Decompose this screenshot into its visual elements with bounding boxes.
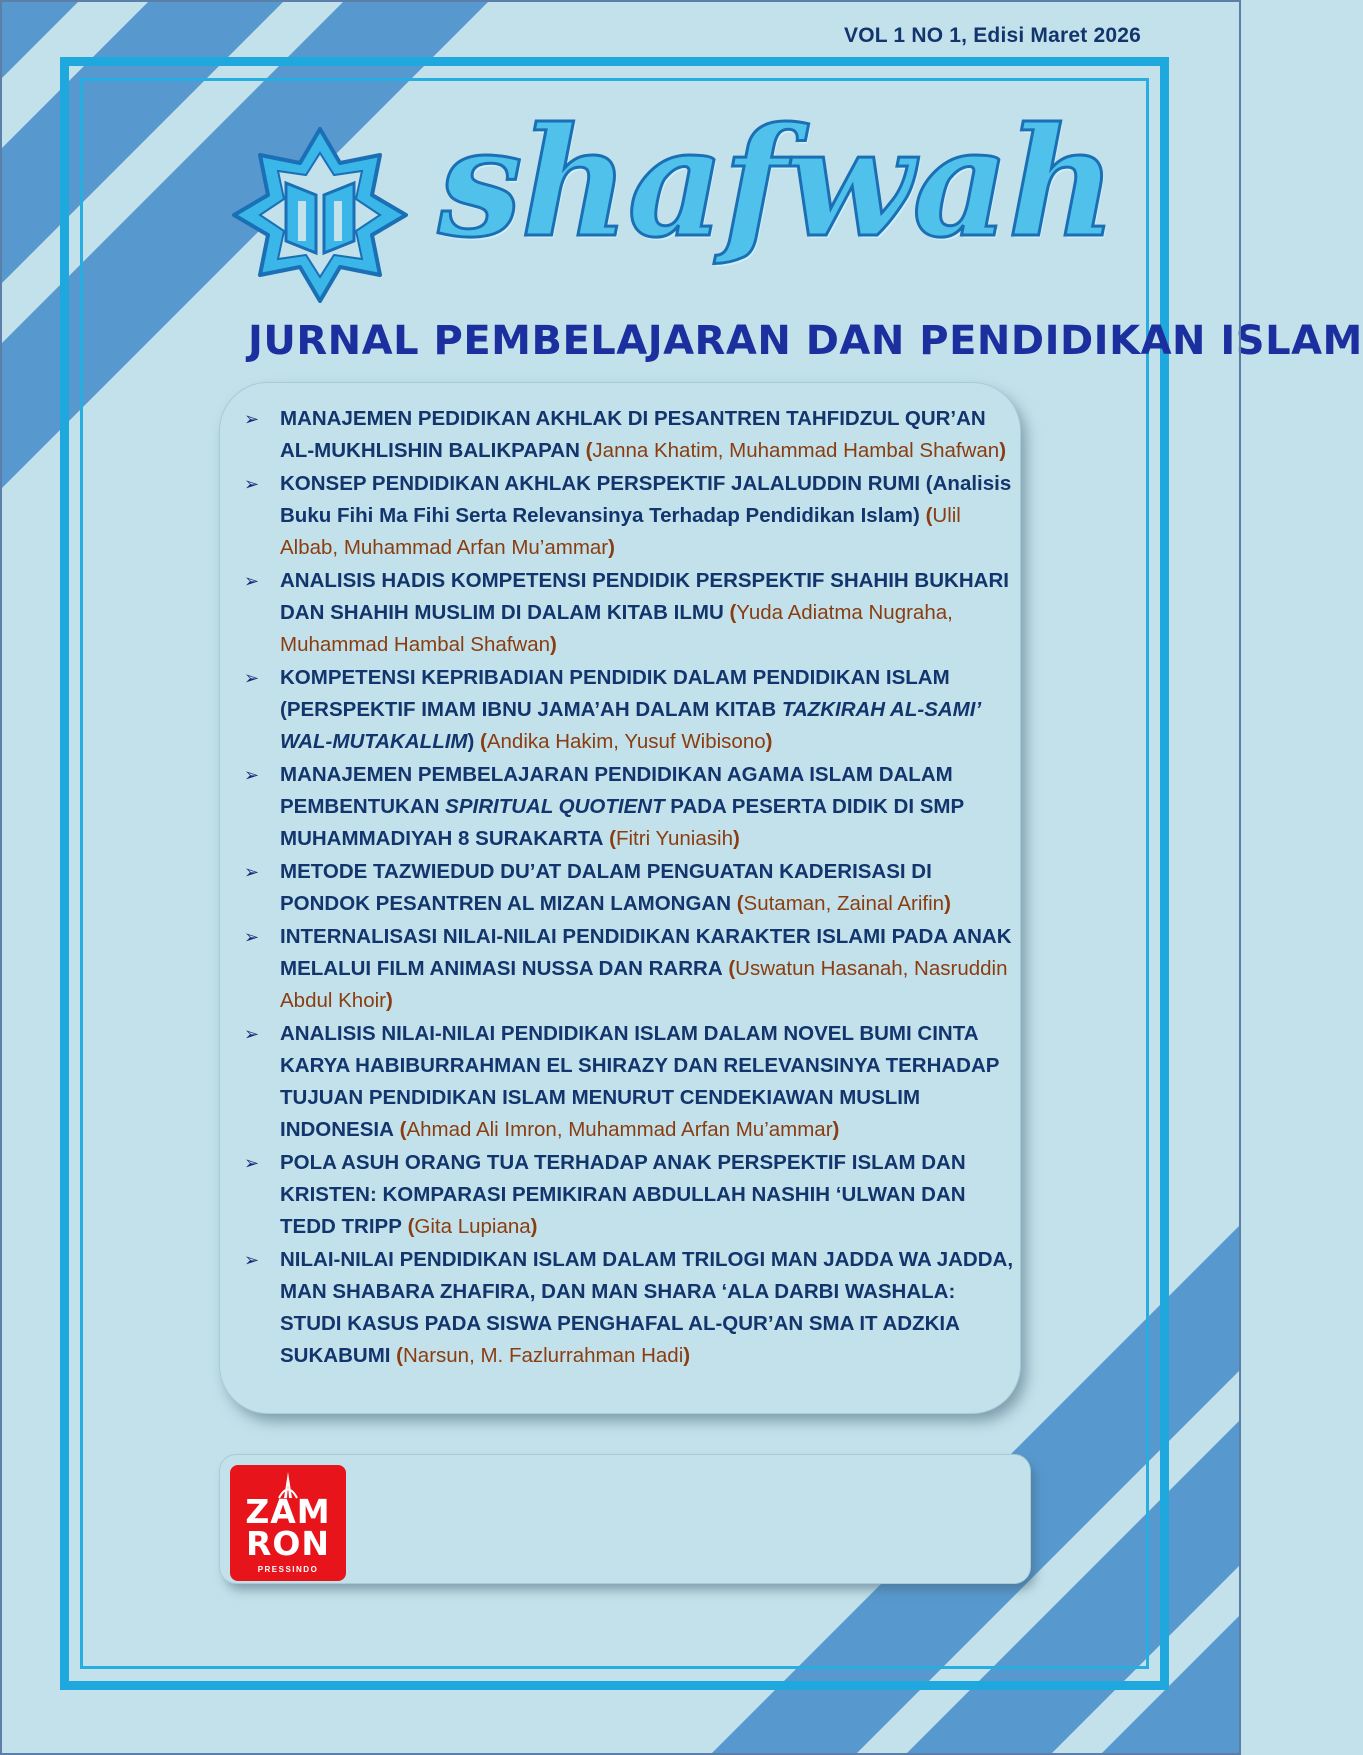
article-entry: ➢ ANALISIS NILAI-NILAI PENDIDIKAN ISLAM DALAM NOVEL BUMI CINTA KARYA HABIBURRAHMAN EL SHIRAZY DAN RELEVANSINYA TERHADAP TUJUAN PENDIDIKAN ISLAM MENURUT CENDEKIAWAN MUSLIM INDONESIA (Ahmad Ali Imron, Muhammad Arfan Mu’ammar) [220,1018,1020,1146]
issue-info: VOL 1 NO 1, Edisi Maret 2026 [843,24,1141,47]
article-title-part: MANAJEMEN PEDIDIKAN AKHLAK DI PESANTREN TAHFIDZUL QUR’AN AL-MUKHLISHIN BALIKPAPAN [280,407,986,462]
arrow-bullet-icon: ➢ [244,571,260,591]
article-entry: ➢ MANAJEMEN PEDIDIKAN AKHLAK DI PESANTREN TAHFIDZUL QUR’AN AL-MUKHLISHIN BALIKPAPAN (Janna Khatim, Muhammad Hambal Shafwan) [220,403,1020,467]
publisher-logo-line1: ZAM [245,1492,331,1531]
journal-name: shafwah [438,95,1115,271]
article-title-part: ANALISIS NILAI-NILAI PENDIDIKAN ISLAM DALAM NOVEL BUMI CINTA KARYA HABIBURRAHMAN EL SHIRAZY DAN RELEVANSINYA TERHADAP TUJUAN PENDIDIKAN ISLAM MENURUT CENDEKIAWAN MUSLIM INDONESIA [280,1022,1000,1141]
arrow-bullet-icon: ➢ [244,1153,260,1173]
table-of-contents [220,403,1020,1373]
article-entry: ➢ POLA ASUH ORANG TUA TERHADAP ANAK PERSPEKTIF ISLAM DAN KRISTEN: KOMPARASI PEMIKIRAN ABDULLAH NASHIH ‘ULWAN DAN TEDD TRIPP (Gita Lupiana) [220,1147,1020,1243]
arrow-bullet-icon: ➢ [244,927,260,947]
article-entry: ➢ KOMPETENSI KEPRIBADIAN PENDIDIK DALAM PENDIDIKAN ISLAM (PERSPEKTIF IMAM IBNU JAMA’AH DALAM KITAB TAZKIRAH AL-SAMI’ WAL-MUTAKALLIM) (Andika Hakim, Yusuf Wibisono) [220,662,1020,758]
article-title-part: TAZKIRAH AL-SAMI’ WAL-MUTAKALLIM [280,698,981,753]
table-of-contents-panel [220,383,1020,1413]
article-entry: ➢ KONSEP PENDIDIKAN AKHLAK PERSPEKTIF JALALUDDIN RUMI (Analisis Buku Fihi Ma Fihi Serta Relevansinya Terhadap Pendidikan Islam) (Ulil Albab, Muhammad Arfan Mu’ammar) [220,468,1020,564]
publisher-logo-line3: PRESSINDO [257,1565,319,1574]
article-entry: ➢ MANAJEMEN PEMBELAJARAN PENDIDIKAN AGAMA ISLAM DALAM PEMBENTUKAN SPIRITUAL QUOTIENT PADA PESERTA DIDIK DI SMP MUHAMMADIYAH 8 SURAKARTA (Fitri Yuniasih) [220,759,1020,855]
publisher-logo [230,1465,346,1581]
article-title-part: KONSEP PENDIDIKAN AKHLAK PERSPEKTIF JALALUDDIN RUMI (Analisis Buku Fihi Ma Fihi Serta Relevansinya Terhadap Pendidikan Islam) [280,472,1012,527]
article-authors: Gita Lupiana [414,1215,531,1238]
article-title-part: PADA PESERTA DIDIK DI SMP MUHAMMADIYAH 8 SURAKARTA [280,795,964,850]
article-authors: Sutaman, Zainal Arifin [743,892,945,915]
article-authors: Fitri Yuniasih [615,827,733,850]
arrow-bullet-icon: ➢ [244,1024,260,1044]
article-title-part: ) [467,730,475,753]
article-title-part: METODE TAZWIEDUD DU’AT DALAM PENGUATAN KADERISASI DI PONDOK PESANTREN AL MIZAN LAMONGAN [280,860,932,915]
arrow-bullet-icon: ➢ [244,765,260,785]
article-authors: Yuda Adiatma Nugraha, Muhammad Hambal Shafwan [280,601,953,656]
article-authors: Ulil Albab, Muhammad Arfan Mu’ammar [280,504,961,559]
article-title-part: NILAI-NILAI PENDIDIKAN ISLAM DALAM TRILOGI MAN JADDA WA JADDA, MAN SHABARA ZHAFIRA, DAN MAN SHARA ‘ALA DARBI WASHALA: STUDI KASUS PADA SISWA PENGHAFAL AL-QUR’AN SMA IT ADZKIA SUKABUMI [280,1248,1014,1367]
article-authors: Ahmad Ali Imron, Muhammad Arfan Mu’ammar [406,1118,833,1141]
article-authors: Janna Khatim, Muhammad Hambal Shafwan [592,439,1000,462]
arrow-bullet-icon: ➢ [244,409,260,429]
article-title-part: KOMPETENSI KEPRIBADIAN PENDIDIK DALAM PENDIDIKAN ISLAM (PERSPEKTIF IMAM IBNU JAMA’AH DALAM KITAB [280,666,950,721]
arrow-bullet-icon: ➢ [244,668,260,688]
publisher-panel [220,1455,1030,1583]
article-title-part: SPIRITUAL QUOTIENT [445,795,665,818]
article-entry: ➢ NILAI-NILAI PENDIDIKAN ISLAM DALAM TRILOGI MAN JADDA WA JADDA, MAN SHABARA ZHAFIRA, DAN MAN SHARA ‘ALA DARBI WASHALA: STUDI KASUS PADA SISWA PENGHAFAL AL-QUR’AN SMA IT ADZKIA SUKABUMI (Narsun, M. Fazlurrahman Hadi) [220,1244,1020,1372]
article-entry: ➢ METODE TAZWIEDUD DU’AT DALAM PENGUATAN KADERISASI DI PONDOK PESANTREN AL MIZAN LAMONGAN (Sutaman, Zainal Arifin) [220,856,1020,920]
article-title-part: POLA ASUH ORANG TUA TERHADAP ANAK PERSPEKTIF ISLAM DAN KRISTEN: KOMPARASI PEMIKIRAN ABDULLAH NASHIH ‘ULWAN DAN TEDD TRIPP [280,1151,966,1238]
article-authors: Andika Hakim, Yusuf Wibisono [486,730,766,753]
journal-subtitle: JURNAL PEMBELAJARAN DAN PENDIDIKAN ISLAM [248,318,1363,364]
article-title-part: ANALISIS HADIS KOMPETENSI PENDIDIK PERSPEKTIF SHAHIH BUKHARI DAN SHAHIH MUSLIM DI DALAM KITAB ILMU [280,569,1009,624]
journal-logo-icon [230,125,410,305]
arrow-bullet-icon: ➢ [244,1250,260,1270]
article-title-part: INTERNALISASI NILAI-NILAI PENDIDIKAN KARAKTER ISLAMI PADA ANAK MELALUI FILM ANIMASI NUSSA DAN RARRA [280,925,1012,980]
article-authors: Uswatun Hasanah, Nasruddin Abdul Khoir [280,957,1008,1012]
article-authors: Narsun, M. Fazlurrahman Hadi [403,1344,684,1367]
article-title-part: MANAJEMEN PEMBELAJARAN PENDIDIKAN AGAMA ISLAM DALAM PEMBENTUKAN [280,763,953,818]
article-entry: ➢ ANALISIS HADIS KOMPETENSI PENDIDIK PERSPEKTIF SHAHIH BUKHARI DAN SHAHIH MUSLIM DI DALAM KITAB ILMU (Yuda Adiatma Nugraha, Muhammad Hambal Shafwan) [220,565,1020,661]
article-entry: ➢ INTERNALISASI NILAI-NILAI PENDIDIKAN KARAKTER ISLAMI PADA ANAK MELALUI FILM ANIMASI NUSSA DAN RARRA (Uswatun Hasanah, Nasruddin Abdul Khoir) [220,921,1020,1017]
article-title [280,472,1011,527]
publisher-logo-line2: RON [245,1524,331,1563]
article-title [280,1151,966,1238]
arrow-bullet-icon: ➢ [244,862,260,882]
arrow-bullet-icon: ➢ [244,474,260,494]
